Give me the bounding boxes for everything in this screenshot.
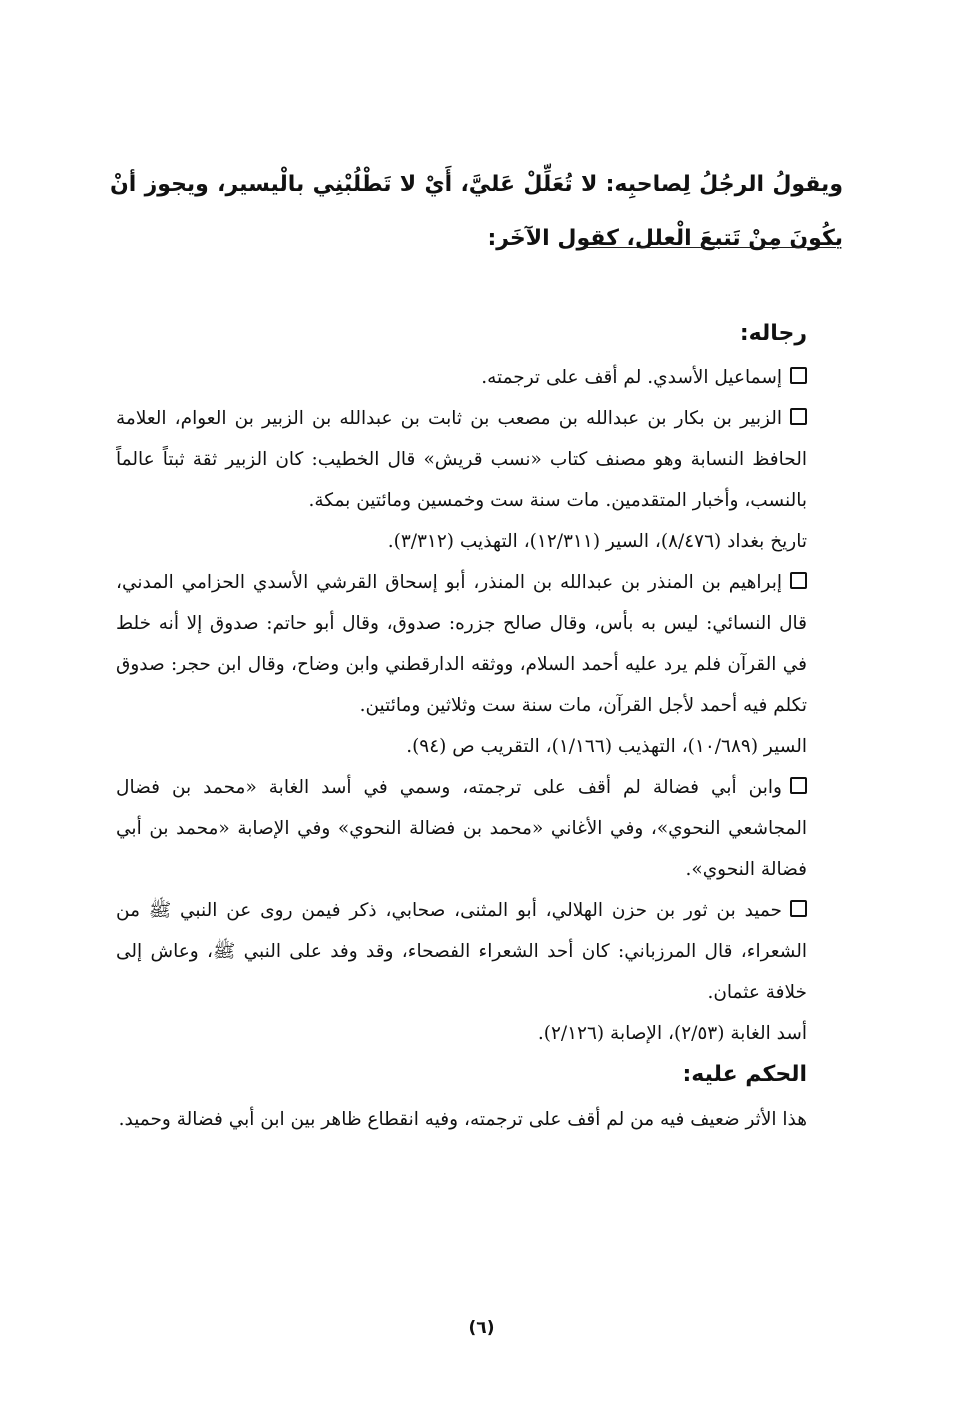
footnotes [116,313,807,1142]
narrator-references: أسد الغابة (٢/٥٣)، الإصابة (٢/١٢٦). [537,1023,807,1044]
verdict-text: هذا الأثر ضعيف فيه من لم أقف على ترجمته، وفيه انقطاع ظاهر بين ابن أبي فضالة وحميد. [118,1109,807,1130]
narrator-entry-text: حميد بن ثور بن حزن الهلالي، أبو المثنى، صحابي، ذكر فيمن روى عن النبي ﷺ من الشعراء، قال المرزباني: كان أحد الشعراء الفصحاء، وقد وفد على النبي ﷺ، وعاش إلى خلافة عثمان. [116,900,807,1003]
narrator-entry [116,398,807,521]
checkbox-icon [790,572,807,589]
footnote-divider [582,247,836,248]
checkbox-icon [790,408,807,425]
narrator-entry-text: وابن أبي فضالة لم أقف على ترجمته، وسمي في أسد الغابة «محمد بن فضال المجاشعي النحوي»، وفي الأغاني «محمد بن فضالة النحوي» وفي الإصابة «محمد بن أبي فضالة النحوي». [116,777,807,880]
narrator-entry-text: إبراهيم بن المنذر بن عبدالله بن المنذر، أبو إسحاق القرشي الأسدي الحزامي المدني، قال النسائي: ليس به بأس، وقال صالح جزره: صدوق، وقال أبو حاتم: صدوق إلا أنه خلط في القرآن فلم يرد عليه أحمد السلام، ووثقه الدارقطني وابن وضاح، وقال ابن حجر: صدوق تكلم فيه أحمد لأجل القرآن، مات سنة ست وثلاثين ومائتين. [116,572,807,716]
page-number: (٦) [468,1318,495,1338]
narrator-entry-text: إسماعيل الأسدي. لم أقف على ترجمته. [481,367,782,388]
narrator-entry-text: الزبير بن بكار بن عبدالله بن مصعب بن ثابت بن عبدالله بن الزبير بن العوام، العلامة الحافظ النسابة وهو مصنف كتاب «نسب قريش» قال الخطيب: كان الزبير ثقة ثبتاً عالماً بالنسب، وأخبار المتقدمين. مات سنة ست وخمسين ومائتين بمكة. [116,408,807,511]
checkbox-icon [790,900,807,917]
main-text: ويقولُ الرجُلُ لِصاحبِه: لا تُعَلِّلْ عَليَّ، أَيْ لا تَطْلُبْنِي بالْيسير، ويجوز أنْ يكُونَ مِنْ تَتبعَ الْعلل، كقول الآخَر: [110,172,843,251]
verdict-heading: الحكم عليه: [682,1062,807,1087]
narrator-entry [116,562,807,726]
narrator-references: السير (١٠/٦٨٩)، التهذيب (١/١٦٦)، التقريب ص (٩٤). [406,736,807,757]
narrator-entry [116,767,807,890]
rijal-heading: رجاله: [739,321,807,346]
checkbox-icon [790,367,807,384]
narrator-references: تاريخ بغداد (٨/٤٧٦)، السير (١٢/٣١١)، التهذيب (٣/٣١٢). [387,531,807,552]
narrator-entry [116,357,807,398]
checkbox-icon [790,777,807,794]
narrator-entry [116,890,807,1013]
